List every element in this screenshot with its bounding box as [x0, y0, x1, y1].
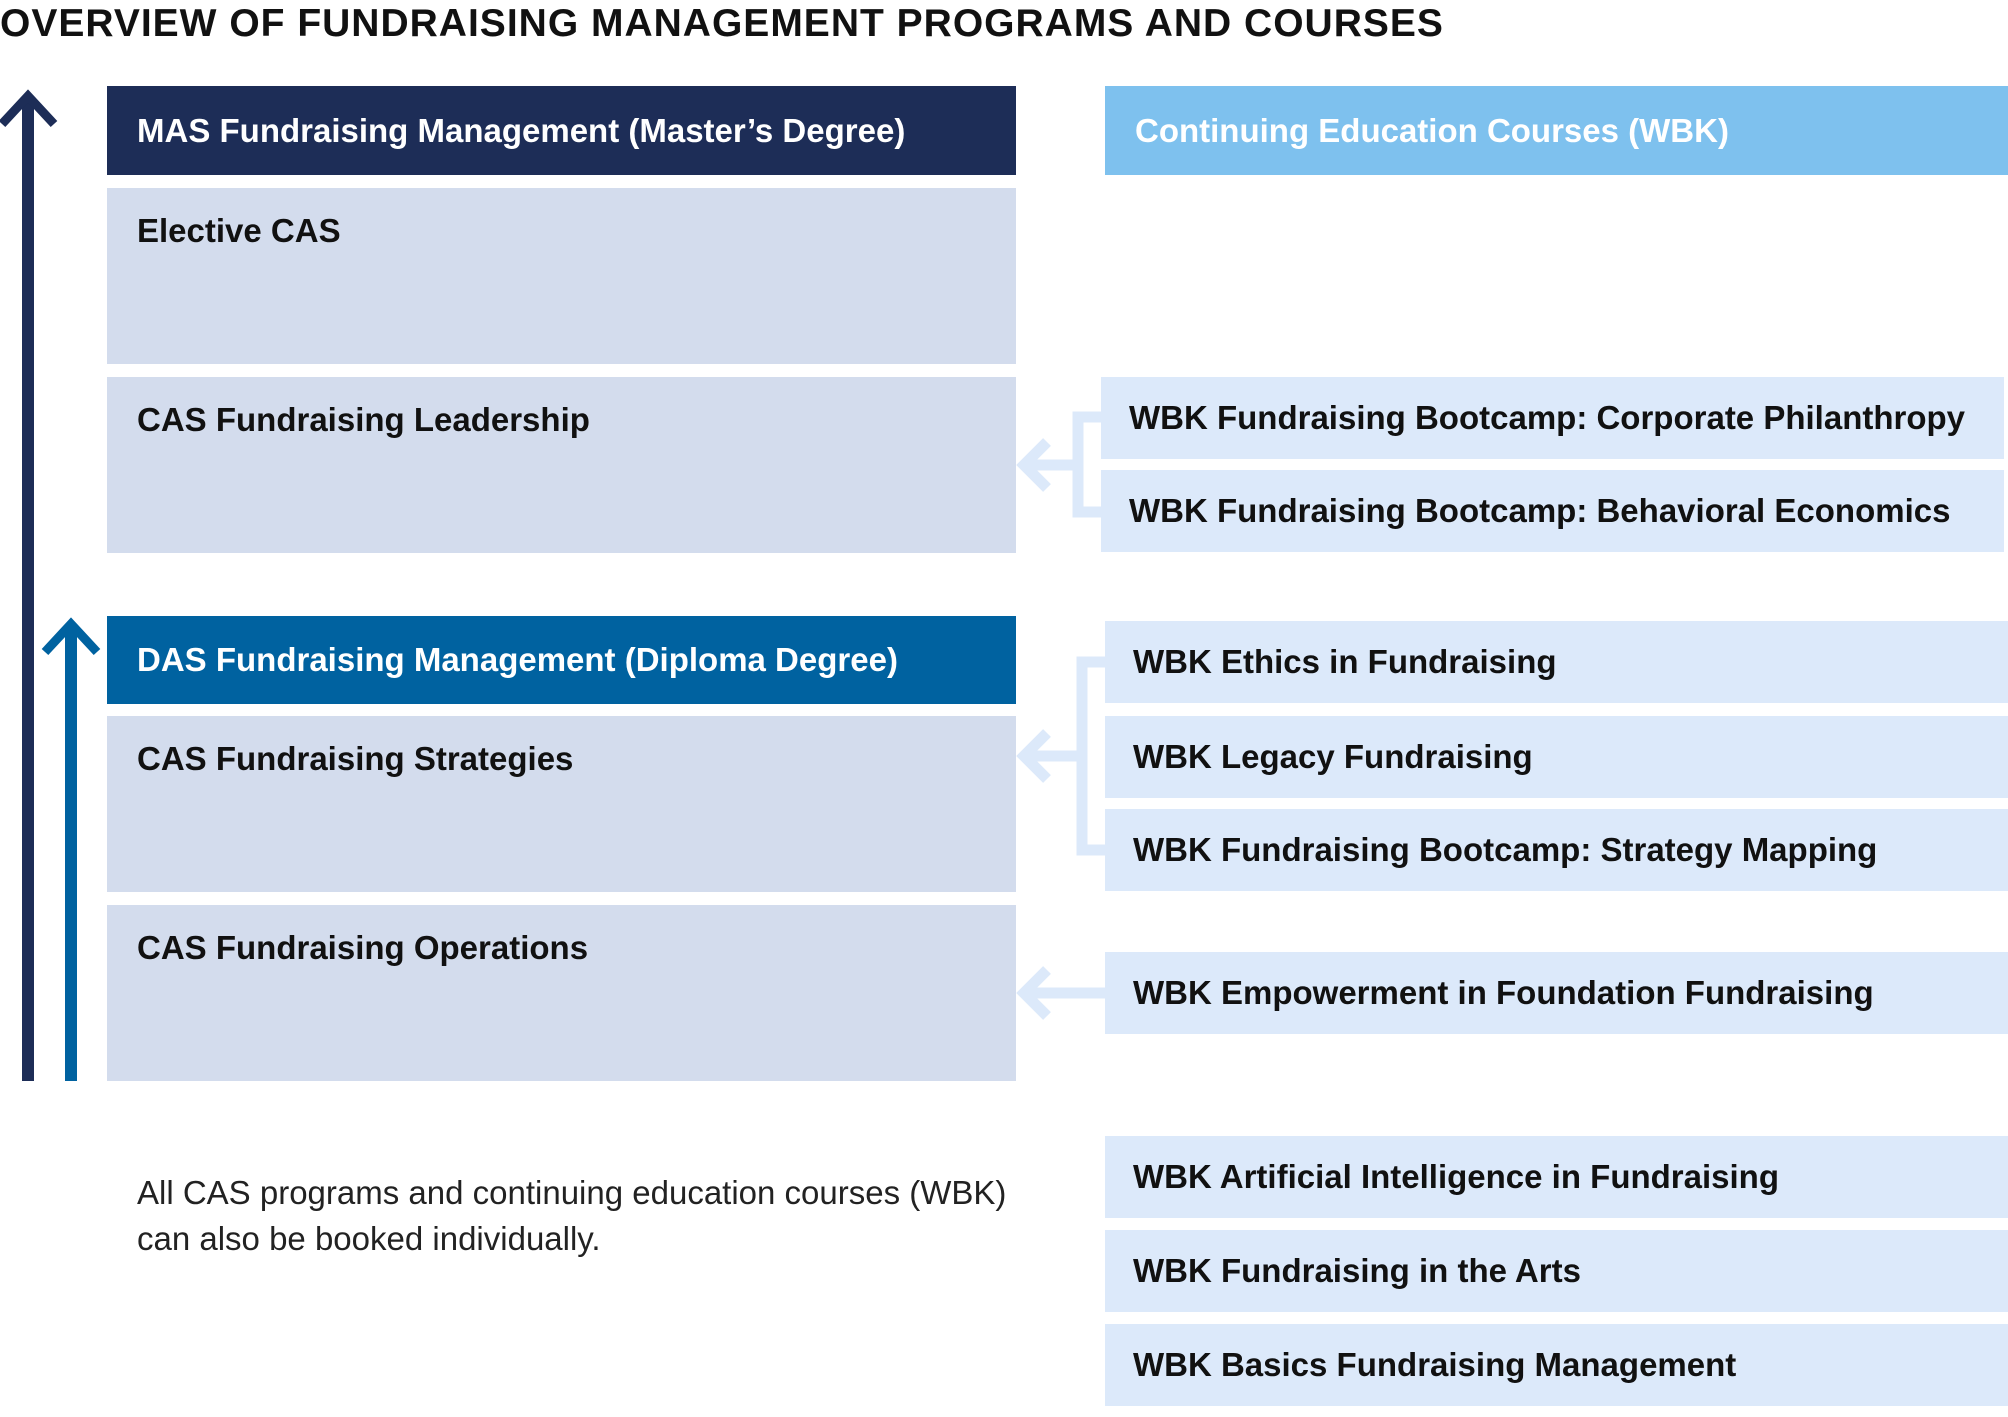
wbk-ethics-in-fundraising: WBK Ethics in Fundraising [1105, 621, 2008, 703]
wbk-corporate-philanthropy: WBK Fundraising Bootcamp: Corporate Philanthropy [1101, 377, 2004, 459]
das-header: DAS Fundraising Management (Diploma Degree) [107, 616, 1016, 704]
wbk-basics-fundraising-management: WBK Basics Fundraising Management [1105, 1324, 2008, 1406]
wbk-behavioral-economics: WBK Fundraising Bootcamp: Behavioral Economics [1101, 470, 2004, 552]
wbk-strategy-mapping: WBK Fundraising Bootcamp: Strategy Mapping [1105, 809, 2008, 891]
cas-fundraising-leadership: CAS Fundraising Leadership [107, 377, 1016, 553]
cas-elective: Elective CAS [107, 188, 1016, 364]
wbk-header: Continuing Education Courses (WBK) [1105, 86, 2008, 175]
cas-fundraising-operations: CAS Fundraising Operations [107, 905, 1016, 1081]
mas-header: MAS Fundraising Management (Master’s Degree) [107, 86, 1016, 175]
cas-fundraising-strategies: CAS Fundraising Strategies [107, 716, 1016, 892]
page-title: OVERVIEW OF FUNDRAISING MANAGEMENT PROGRAMS AND COURSES [0, 2, 1444, 45]
footnote: All CAS programs and continuing education courses (WBK) can also be booked individually. [137, 1174, 1007, 1257]
leadership-bracket [1078, 417, 1101, 512]
wbk-foundation-fundraising: WBK Empowerment in Foundation Fundraising [1105, 952, 2008, 1034]
wbk-fundraising-in-the-arts: WBK Fundraising in the Arts [1105, 1230, 2008, 1312]
wbk-legacy-fundraising: WBK Legacy Fundraising [1105, 716, 2008, 798]
wbk-artificial-intelligence: WBK Artificial Intelligence in Fundraising [1105, 1136, 2008, 1218]
strategies-bracket [1082, 662, 1105, 850]
